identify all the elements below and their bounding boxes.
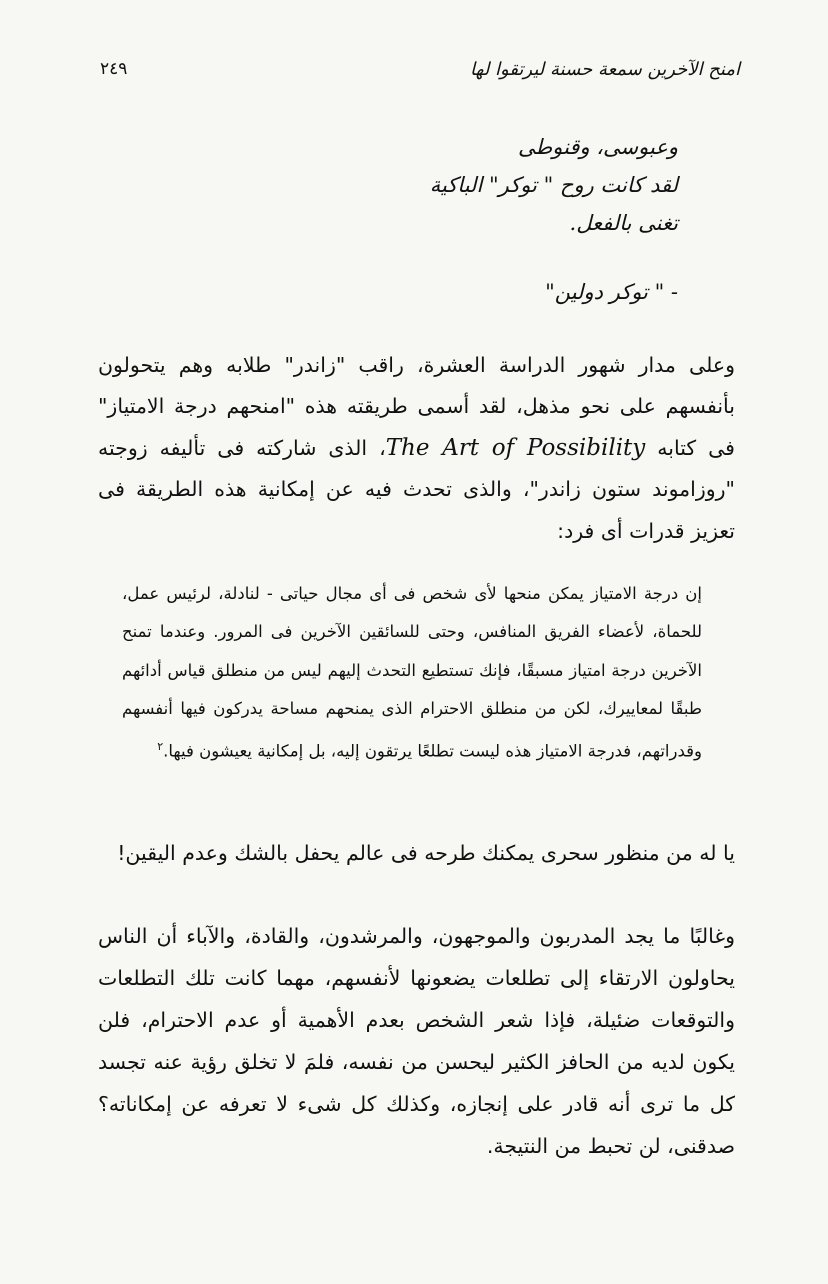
block-quote [122,575,702,771]
quote-text: إن درجة الامتياز يمكن منحها لأى شخص فى أى مجال حياتى - لنادلة، لرئيس عمل، للحماة، لأعضاء الفريق المنافس، وحتى للسائقين الآخرين فى المرور. وعندما تمنح الآخرين درجة امتياز مسبقًا، فإنك تستطيع التحدث إليهم ليس من منطلق قياس أدائهم طبقًا لمعاييرك، لكن من منطلق الاحترام الذى يمنحهم مساحة يدركون فيها أنفسهم وقدراتهم، فدرجة الامتياز هذه ليست تطلعًا يرتقون إليه، بل إمكانية يعيشون فيها. [122,584,702,761]
footnote-marker: ٢ [157,740,164,754]
poem-excerpt [258,128,678,242]
body-paragraph [98,345,735,552]
page-number: ٢٤٩ [100,59,128,79]
poem-line: لقد كانت روح " توكر" الباكية [429,173,678,197]
poem-line: تغنى بالفعل. [569,211,678,235]
poem-line: وعبوسى، وقنوطى [518,135,678,159]
paragraph-text: ، الذى شاركته فى تأليفه زوجته "روزاموند ستون زاندر"، والذى تحدث فيه عن إمكانية هذه الطريقة فى تعزيز قدرات أى فرد: [98,435,735,543]
poem-attribution: - " توكر دولين" [545,280,678,304]
paragraph-text: وعلى مدار شهور الدراسة العشرة، راقب "زاندر" طلابه وهم يتحولون بأنفسهم على نحو مذهل، لقد أسمى طريقته هذه "امنحهم درجة الامتياز" فى كتابه [98,353,735,460]
body-paragraph: وغالبًا ما يجد المدربون والموجهون، والمرشدون، والقادة، والآباء أن الناس يحاولون الارتقاء إلى تطلعات يضعونها لأنفسهم، مهما كانت تلك التطلعات والتوقعات ضئيلة، فإذا شعر الشخص بعدم الأهمية أو عدم الاحترام، فلن يكون لديه من الحافز الكثير ليحسن من نفسه، فلمَ لا تخلق رؤية عنه تجسد كل ما ترى أنه قادر على إنجازه، وكذلك كل شىء لا تعرفه عن إمكاناته؟ صدقنى، لن تحبط من النتيجة. [98,924,735,1158]
page-header [100,54,740,84]
running-title: امنح الآخرين سمعة حسنة ليرتقوا لها [470,58,740,80]
body-paragraph: يا له من منظور سحرى يمكنك طرحه فى عالم يحفل بالشك وعدم اليقين! [117,841,735,865]
book-title: The Art of Possibility [385,434,646,461]
